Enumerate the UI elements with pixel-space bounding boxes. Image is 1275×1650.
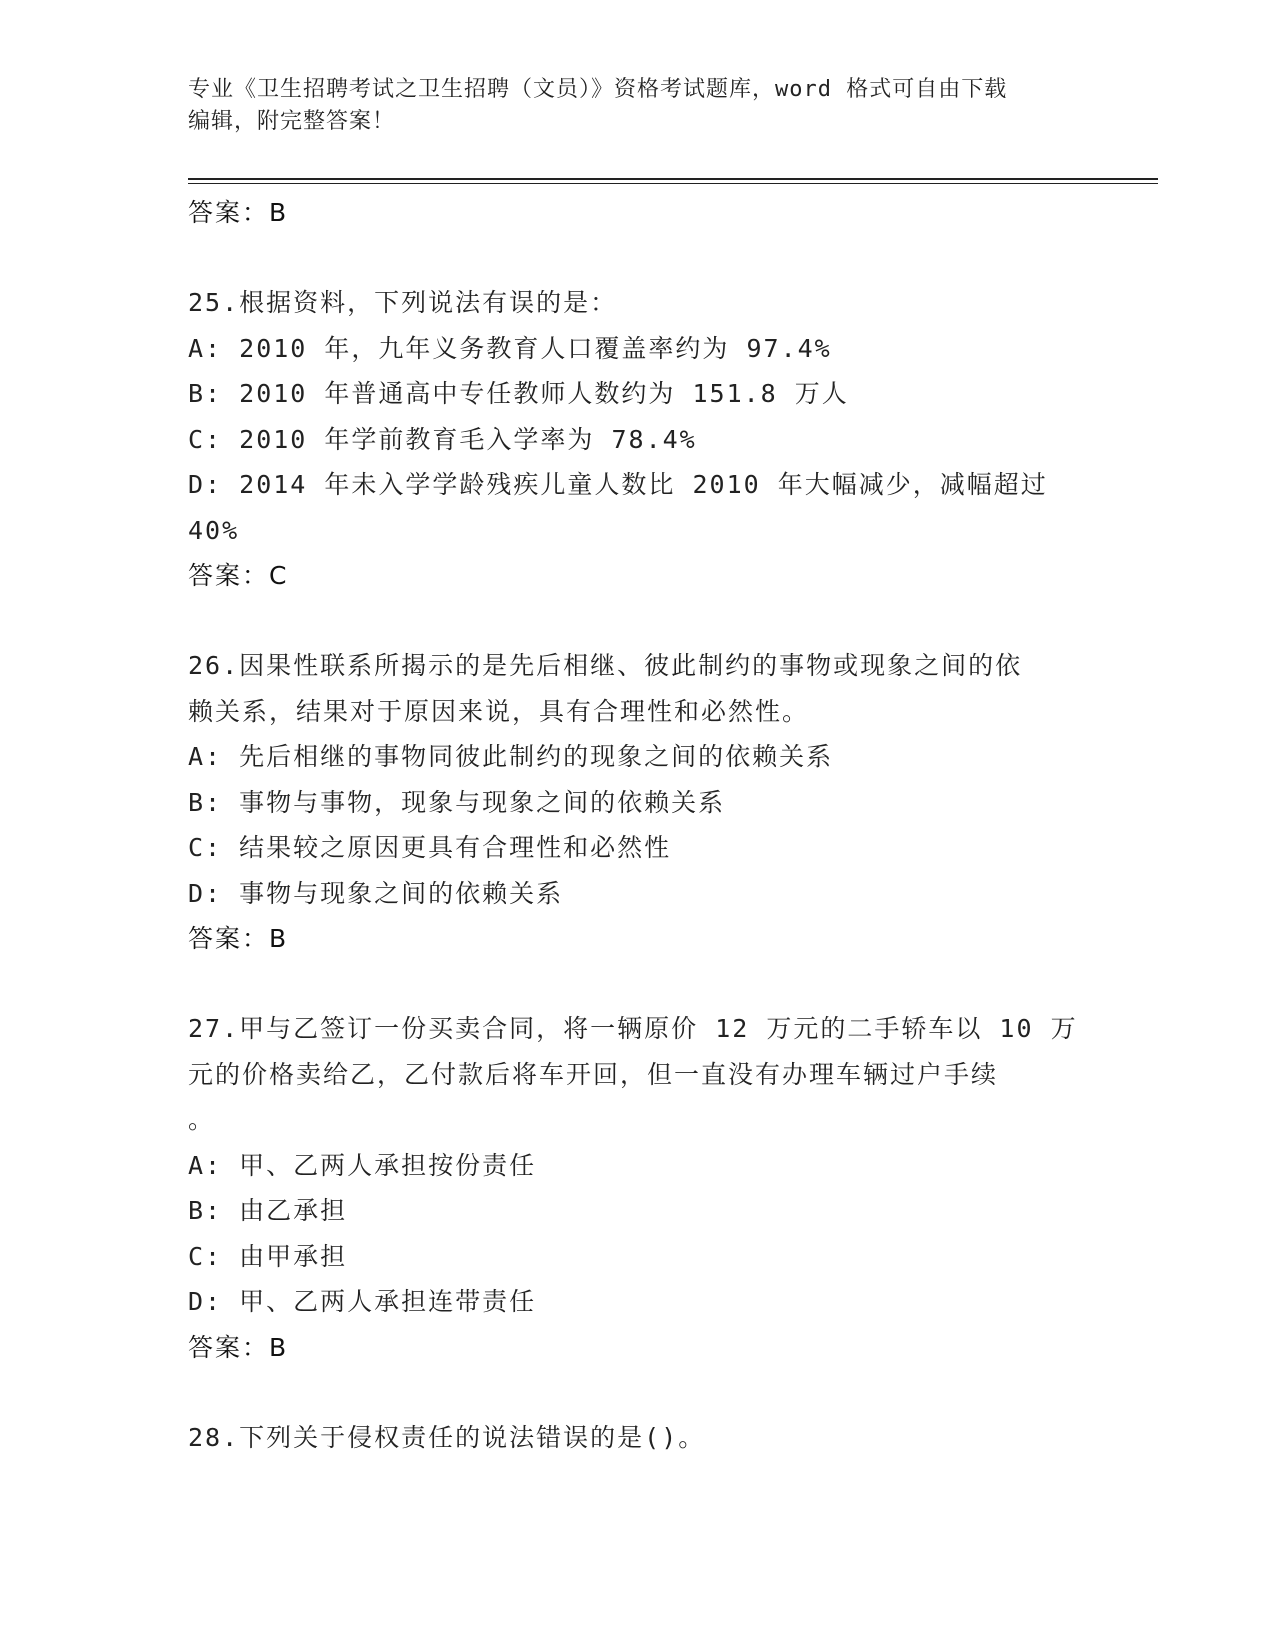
option-b: B: 由乙承担: [188, 1196, 348, 1225]
question-stem: 27.甲与乙签订一份买卖合同，将一辆原价 12 万元的二手轿车以 10 万: [188, 1014, 1078, 1043]
document-header: [188, 74, 1088, 138]
question-stem-continued: 。: [188, 1105, 216, 1134]
option-c: C: 2010 年学前教育毛入学率为 78.4%: [188, 424, 697, 454]
answer-line: 答案：B: [188, 198, 289, 227]
option-d-continued: 40%: [188, 515, 240, 545]
option-a: A: 先后相继的事物同彼此制约的现象之间的依赖关系: [188, 742, 834, 771]
option-b: B: 事物与事物，现象与现象之间的依赖关系: [188, 787, 726, 817]
question-stem: 26.因果性联系所揭示的是先后相继、彼此制约的事物或现象之间的依: [188, 651, 1023, 680]
header-divider-thick: [188, 178, 1158, 180]
answer-line: 答案：B: [188, 924, 289, 953]
option-c: C: 由甲承担: [188, 1241, 348, 1271]
option-d: D: 2014 年未入学学龄残疾儿童人数比 2010 年大幅减少，减幅超过: [188, 470, 1048, 499]
option-a: A: 甲、乙两人承担按份责任: [188, 1150, 537, 1180]
answer-line: 答案：C: [188, 561, 289, 590]
header-line-2: 编辑，附完整答案！: [188, 109, 396, 134]
option-b: B: 2010 年普通高中专任教师人数约为 151.8 万人: [188, 379, 849, 408]
header-line-1: 专业《卫生招聘考试之卫生招聘（文员）》资格考试题库，word 格式可自由下载: [188, 77, 1008, 102]
header-divider-thin: [188, 183, 1158, 184]
question-stem-continued: 元的价格卖给乙，乙付款后将车开回，但一直没有办理车辆过户手续: [188, 1059, 999, 1089]
question-list: [188, 190, 1088, 1460]
question-28: [188, 1415, 1088, 1461]
option-d: D: 甲、乙两人承担连带责任: [188, 1287, 537, 1316]
question-stem: 25.根据资料，下列说法有误的是：: [188, 288, 618, 317]
question-27: [188, 1006, 1088, 1370]
option-c: C: 结果较之原因更具有合理性和必然性: [188, 833, 672, 862]
option-d: D: 事物与现象之间的依赖关系: [188, 878, 564, 908]
option-a: A: 2010 年，九年义务教育人口覆盖率约为 97.4%: [188, 333, 832, 363]
question-stem-continued: 赖关系，结果对于原因来说，具有合理性和必然性。: [188, 696, 810, 726]
question-25: [188, 280, 1088, 598]
question-stem: 28.下列关于侵权责任的说法错误的是()。: [188, 1422, 706, 1452]
question-26: [188, 643, 1088, 961]
answer-line: 答案：B: [188, 1332, 289, 1362]
